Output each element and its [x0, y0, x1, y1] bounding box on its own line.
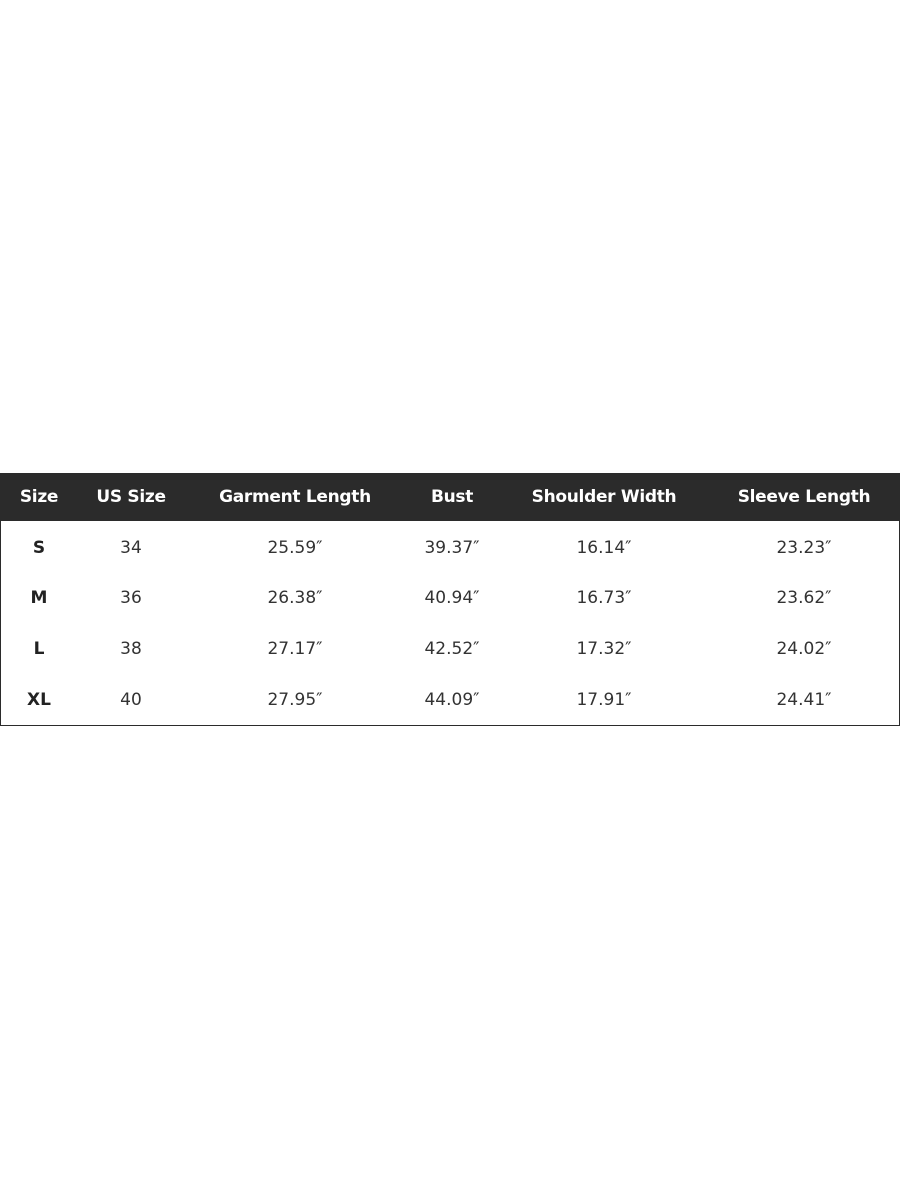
header-bust: Bust — [430, 487, 474, 507]
cell-sleeve-length: 24.41″ — [776, 689, 832, 710]
cell-garment-length: 25.59″ — [267, 537, 323, 558]
cell-us-size: 40 — [120, 689, 142, 710]
cell-garment-length: 27.95″ — [267, 689, 323, 710]
cell-shoulder-width: 17.32″ — [576, 638, 632, 659]
cell-size: XL — [27, 689, 51, 710]
table-row — [1, 674, 899, 725]
cell-shoulder-width: 17.91″ — [576, 689, 632, 710]
cell-sleeve-length: 23.62″ — [776, 587, 832, 608]
cell-garment-length: 27.17″ — [267, 638, 323, 659]
cell-us-size: 38 — [120, 638, 142, 659]
cell-size: S — [32, 537, 46, 558]
cell-shoulder-width: 16.73″ — [576, 587, 632, 608]
cell-sleeve-length: 23.23″ — [776, 537, 832, 558]
cell-us-size: 34 — [120, 537, 142, 558]
header-us-size: US Size — [96, 487, 166, 507]
cell-size: L — [33, 638, 45, 659]
table-body — [1, 521, 899, 725]
cell-bust: 44.09″ — [424, 689, 480, 710]
cell-size: M — [30, 587, 48, 608]
cell-garment-length: 26.38″ — [267, 587, 323, 608]
table-row — [1, 521, 899, 572]
header-shoulder-width: Shoulder Width — [531, 487, 677, 507]
header-size: Size — [19, 487, 59, 507]
cell-sleeve-length: 24.02″ — [776, 638, 832, 659]
cell-bust: 39.37″ — [424, 537, 480, 558]
size-chart-table — [0, 473, 900, 726]
table-row — [1, 572, 899, 623]
cell-bust: 42.52″ — [424, 638, 480, 659]
header-sleeve-length: Sleeve Length — [737, 487, 871, 507]
size-table — [1, 473, 899, 725]
table-row — [1, 623, 899, 674]
header-garment-length: Garment Length — [219, 487, 371, 507]
cell-bust: 40.94″ — [424, 587, 480, 608]
header-row — [1, 473, 899, 521]
cell-us-size: 36 — [120, 587, 142, 608]
cell-shoulder-width: 16.14″ — [576, 537, 632, 558]
table-header — [1, 473, 899, 521]
